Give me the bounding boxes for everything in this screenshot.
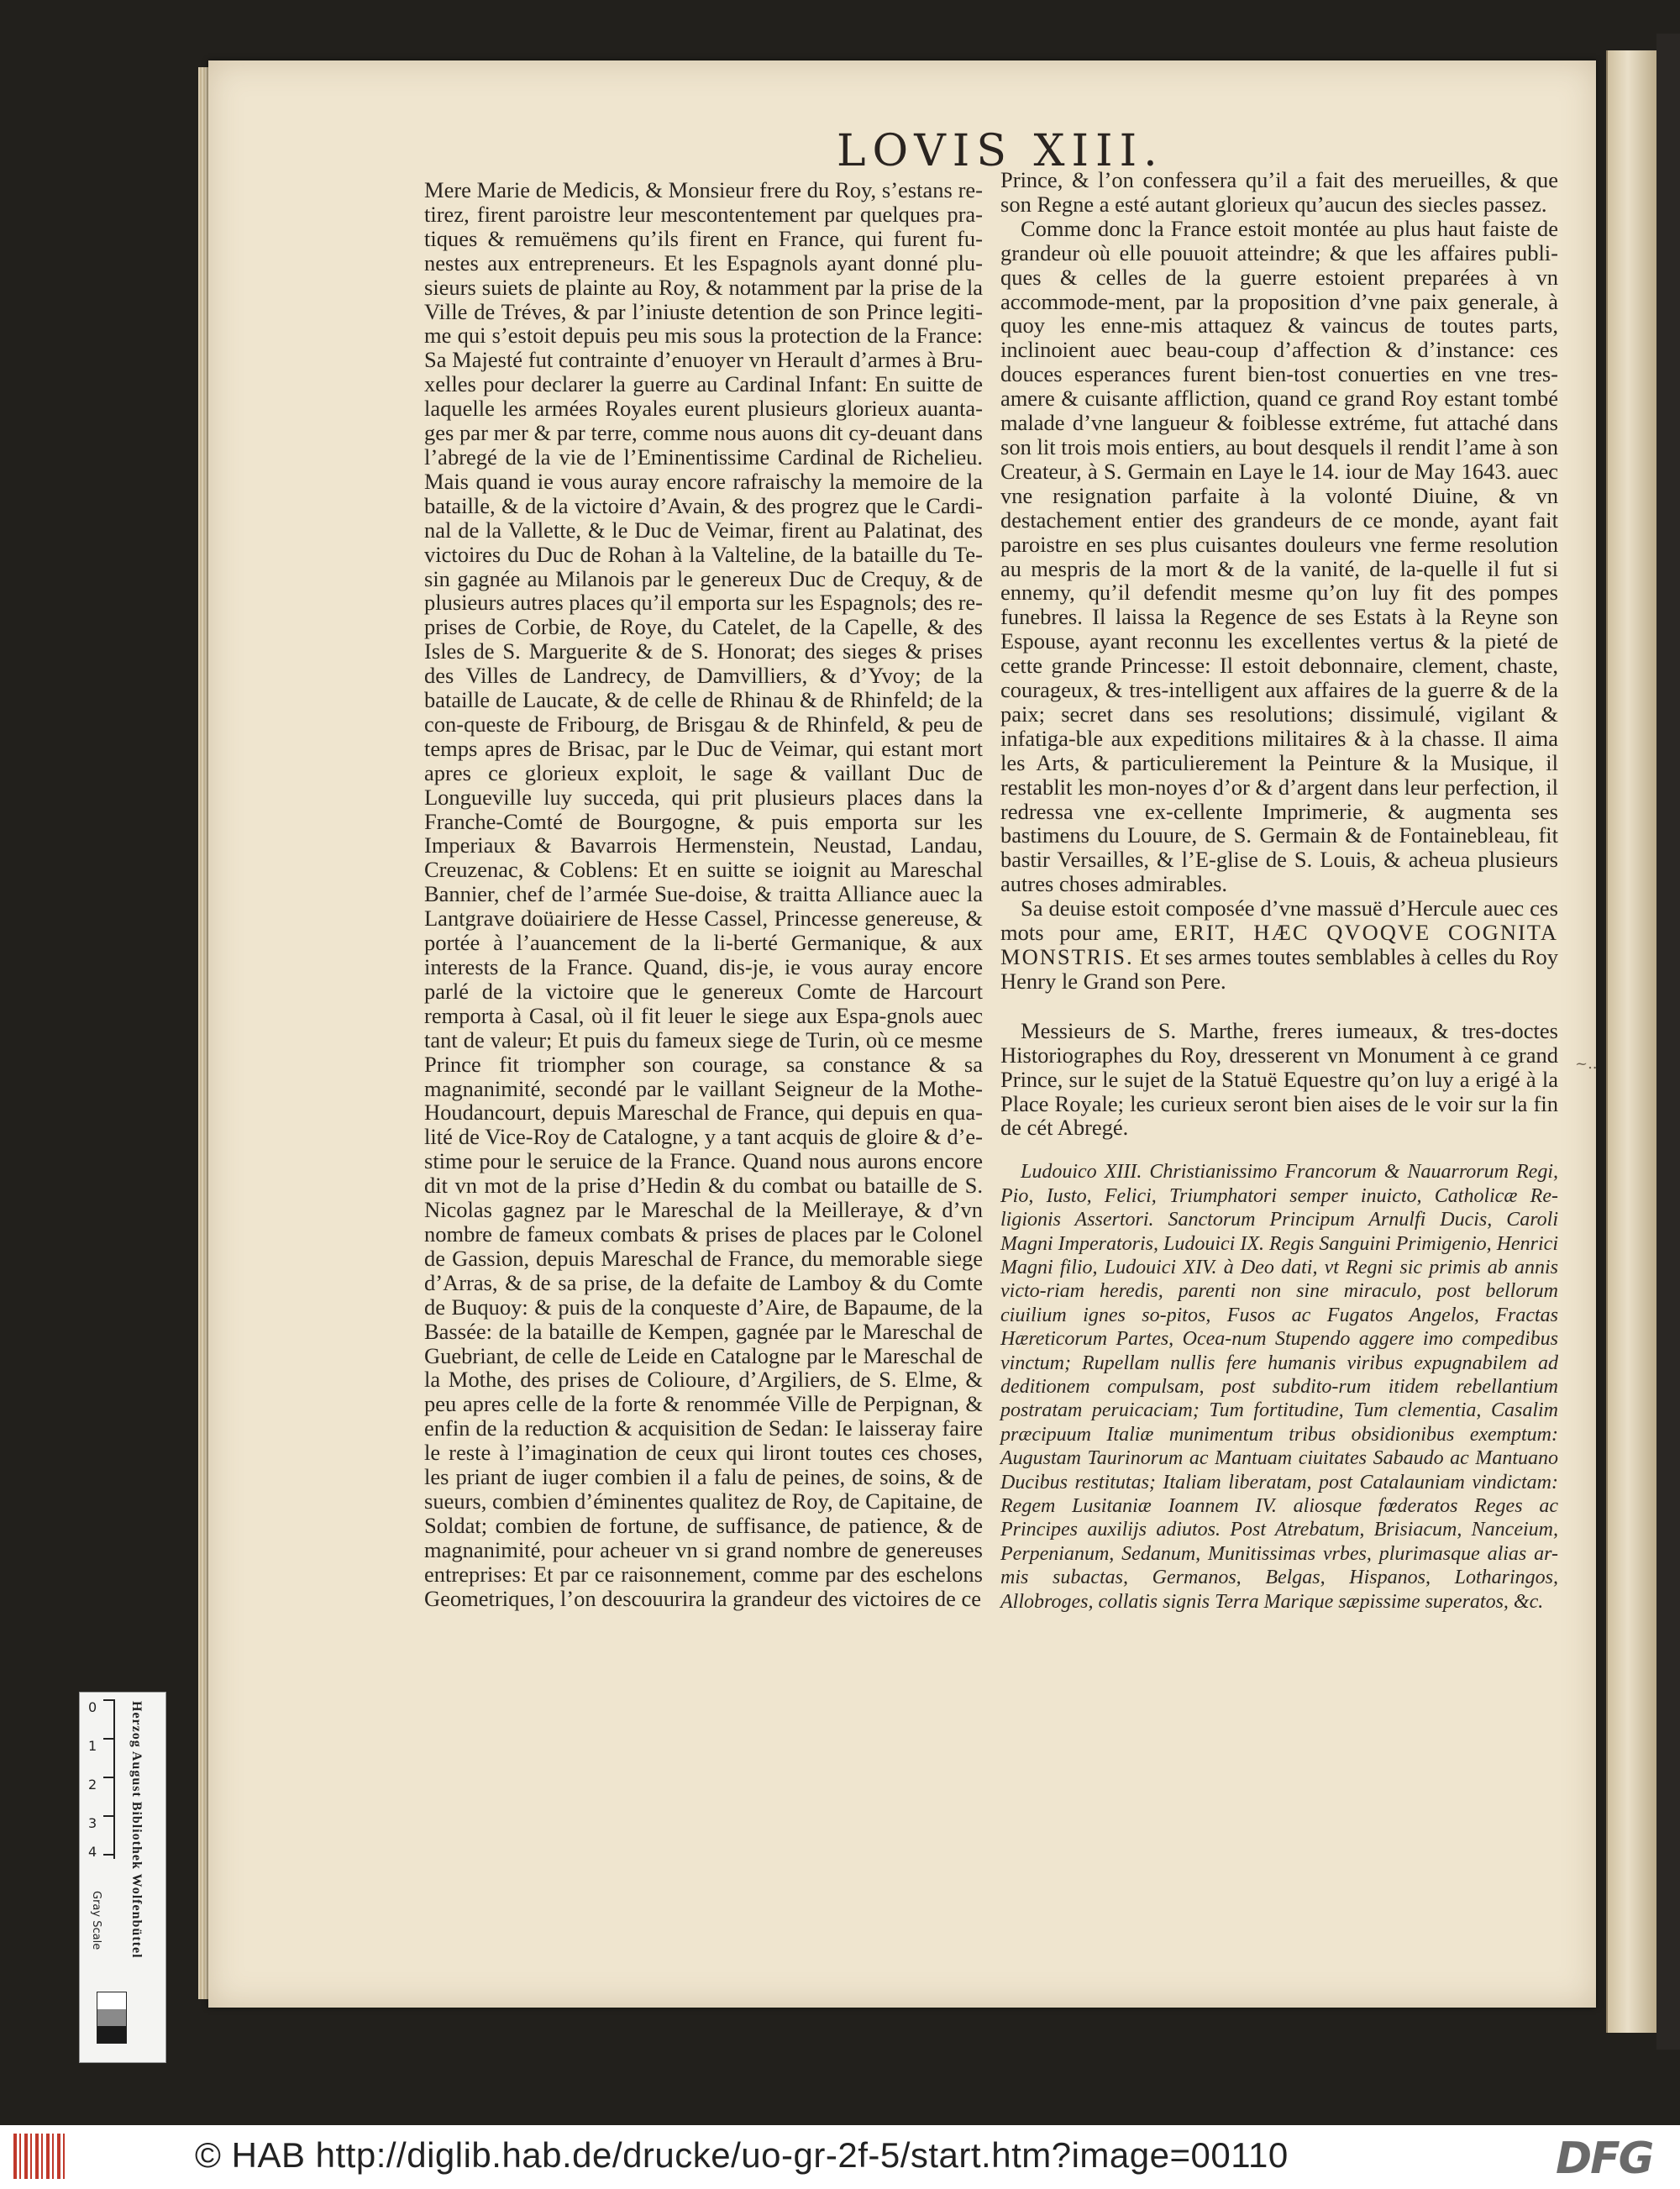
- ruler-number: 3: [88, 1815, 97, 1831]
- right-paragraph-1: Prince, & l’on confessera qu’il a fait des merueilles, & que son Regne a esté autant glorieux qu’aucun des siecles passez.: [1000, 167, 1558, 217]
- margin-mark: ~..: [1575, 1055, 1598, 1073]
- ruler-number: 1: [88, 1738, 97, 1754]
- gray-swatch: [97, 1992, 126, 2009]
- device-motto: ERIT, HÆC QVOQVE COGNITA MONSTRIS.: [1000, 920, 1558, 969]
- gray-scale-label: Gray Scale: [90, 1891, 102, 1950]
- right-paragraph-2: Comme donc la France estoit montée au plus haut faiste de grandeur où elle pouuoit atteindre; & que les affaires publi-ques & celles de la guerre estoient preparées à vn accommode-ment, par la proposition d’vne paix generale, à quoy les enne-mis attaquez & vaincus de toutes parts, inclinoient auec beau-coup d’affection & d’instance: ces douces esperances furent bien-tost conuerties en vne tres-amere & cuisante affliction, quand ce grand Roy estant tombé malade d’vne langueur & foiblesse extréme, fut attaché dans son lit trois mois entiers, au bout desquels il rendit l’ame à son Createur, à S. Germain en Laye le 14. iour de May 1643. auec vne resignation parfaite à la volonté Diuine, & vn destachement entier des grandeurs de ce monde, ayant fait paroistre en ses plus cuisantes douleurs vne ferme resolution au mespris de la mort & de la vanité, de la-quelle il fut si ennemy, qu’il defendit mesme qu’on luy fit des pompes funebres. Il laissa la Regence de ses Estats à la Reyne son Espouse, ayant reconnu les excellentes vertus & la pieté de cette grande Princesse: Il estoit debonnaire, clement, chaste, courageux, & tres-intelligent aux affaires de la guerre & de la paix; secret dans ses resolutions; dissimulé, vigilant & infatiga-ble aux expeditions militaires & à la chasse. Il aima les Arts, & particulierement la Peinture & la Musique, il restablit les mon-noyes d’or & d’argent dans leur perfection, il redressa vne ex-cellente Imprimerie, & augmenta ses bastimens du Louure, de S. Germain & de Fontainebleau, fit bastir Versailles, & l’E-glise de S. Louis, & acheua plusieurs autres choses admirables.: [1000, 215, 1558, 897]
- left-column: [424, 178, 983, 1610]
- gray-swatch: [97, 2009, 126, 2026]
- copyright-link[interactable]: © HAB http://diglib.hab.de/drucke/uo-gr-2f-5/start.htm?image=00110: [195, 2135, 1289, 2175]
- gray-scale-swatches: [97, 1992, 127, 2044]
- latin-inscription: Ludouico XIII. Christianissimo Francorum & Nauarrorum Regi, Pio, Iusto, Felici, Triumphatori semper inuicto, Catholicæ Re-ligionis Assertori. Sanctorum Principum Arnulfi Ducis, Caroli Magni Imperatoris, Ludouici IX. Regis Sanguini Primigenio, Henrici Magni filio, Ludouici XIV. à Deo dati, vt Regni sic primis ab annis victo-riam heredis, parenti non sine miraculo, post bellorum ciuilium ignes so-pitos, Fusos ac Fugatos Angelos, Fractas Hæreticorum Partes, Ocea-num Stupendo aggere imo compedibus vinctum; Rupellam nullis fere humanis viribus expugnabilem ad deditionem compulsam, post subdito-rum itidem rebellantium postratam peruicaciam; Tum fortitudine, Tum clementia, Casalim præcipuum Italiæ munimentum tribus obsidionibus exemptum: Augustam Taurinorum ac Mantuam ciuitates Sabaudo ac Mantuano Ducibus restitutas; Italiam liberatam, post Catalauniam vindictam: Regem Lusitaniæ Ioannem IV. aliosque fœderatos Reges ac Principes auxilijs adiutos. Post Atrebatum, Brisiacum, Nanceium, Perpenianum, Sedanum, Munitissimas vrbes, plurimasque alias ar-mis subactas, Germanos, Belgas, Hispanos, Lotharingos, Allobroges, collatis signis Terra Marique sæpissime superatos, &c.: [1000, 1161, 1558, 1613]
- device-intro: Sa deuise estoit composée d’vne massuë d’Hercule auec ces mots pour ame,: [1000, 895, 1558, 946]
- facing-page-edge: [1606, 50, 1658, 2033]
- dfg-logo: DFG: [1556, 2134, 1653, 2184]
- gray-swatch: [97, 2026, 126, 2043]
- left-paragraph: Mere Marie de Medicis, & Monsieur frere du Roy, s’estans re-tirez, firent paroistre leur mescontentement par quelques pra-tiques & remuëmens qu’ils firent en France, qui furent fu-nestes aux entrepreneurs. Et les Espagnols ayant donné plu-sieurs suiets de plainte au Roy, & notamment par la prise de la Ville de Tréves, & par l’iniuste detention de son Prince legiti-me qui s’estoit depuis peu mis sous la protection de la France: Sa Majesté fut contrainte d’enuoyer vn Herault d’armes à Bru-xelles pour declarer la guerre au Cardinal Infant: En suitte de laquelle les armées Royales eurent plusieurs glorieux auanta-ges par mer & par terre, comme nous auons dit cy-deuant dans l’abregé de la vie de l’Eminentissime Cardinal de Richelieu. Mais quand ie vous auray encore rafraischy la memoire de la bataille, & de la victoire d’Avain, & des progrez que le Cardi-nal de la Vallette, & le Duc de Veimar, firent au Palatinat, des victoires du Duc de Rohan à la Valteline, de la bataille du Te-sin gagnée au Milanois par le genereux Duc de Crequy, & de plusieurs autres places qu’il emporta sur les Espagnols; des re-prises de Corbie, de Roye, du Catelet, de la Capelle, & des Isles de S. Marguerite & de S. Honorat; des sieges & prises des Villes de Landrecy, de Damvilliers, & d’Yvoy; de la bataille de Laucate, & de celle de Rhinau & de Rhinfeld; de la con-queste de Fribourg, de Brisgau & de Rhinfeld, & peu de temps apres de Brisac, par le Duc de Veimar, qui estant mort apres ce glorieux exploit, le sage & vaillant Duc de Longueville luy succeda, qui prit plusieurs places dans la Franche-Comté de Bourgogne, & puis emporta sur les Imperiaux & Bavarrois Hermenstein, Neustad, Landau, Creuzenac, & Coblens: Et en suitte se ioignit au Mareschal Bannier, chef de l’armée Sue-doise, & traitta Alliance auec la Lantgrave doüairiere de Hesse Cassel, Princesse genereuse, & portée à l’auancement de la li-berté Germanique, & aux interests de la France. Quand, dis-je, ie vous auray encore parlé de la victoire que le genereux Comte de Harcourt remporta à Casal, où il fit leuer le siege aux Espa-gnols auec tant de valeur; Et puis du fameux siege de Turin, où ce mesme Prince fit triompher son courage, sa constance & sa magnanimité, secondé par le vaillant Seigneur de la Mothe-Houdancourt, depuis Mareschal de France, qui depuis en qua-lité de Vice-Roy de Catalogne, y a tant acquis de gloire & d’e-stime pour le seruice de la France. Quand nous aurons encore dit vn mot de la prise d’Hedin & du combat ou bataille de S. Nicolas gagnez par le Mareschal de la Meilleraye, & d’vn nombre de fameux combats & prises de places par le Colonel de Gassion, depuis Mareschal de France, du memorable siege d’Arras, & de sa prise, de la defaite de Lamboy & du Comte de Buquoy: & puis de la conqueste d’Aire, de Bapaume, de la Bassée: de la bataille de Kempen, gagnée par le Mareschal de Guebriant, de celle de Leide en Catalogne par le Mareschal de la Mothe, des prises de Colioure, d’Argiliers, de S. Elme, & peu apres celle de la forte & renommée Ville de Perpignan, & enfin de la reduction & acquisition de Sedan: Ie laisseray faire le reste à l’imagination de ceux qui liront toutes ces choses, les priant de iuger combien il a falu de peines, de soins, & de sueurs, combien d’éminentes qualitez de Roy, de Capitaine, de Soldat; combien de fortune, de suffisance, de patience, & de magnanimité, pour acheuer vn si grand nombre de genereuses entreprises: Et par ce raisonnement, comme par des eschelons Geometriques, l’on descouurira la grandeur des victoires de ce: [424, 177, 983, 1611]
- ruler-number: 4: [88, 1844, 97, 1860]
- book-edge: [1656, 34, 1680, 2050]
- ruler-number: 2: [88, 1777, 97, 1793]
- right-paragraph-4: Messieurs de S. Marthe, freres iumeaux, & tres-doctes Historiographes du Roy, dresserent vn Monument à ce grand Prince, sur le sujet de la Statuë Equestre qu’on luy a erigé à la Place Royale; les curieux seront bien aises de le voir sur la fin de cét Abregé.: [1000, 1017, 1558, 1141]
- ruler-number: 0: [88, 1699, 97, 1715]
- right-column: [1000, 168, 1558, 1614]
- hab-logo-icon: [13, 2134, 67, 2179]
- ruler: [87, 1699, 115, 1859]
- running-head: LOVIS XIII.: [837, 126, 1164, 176]
- right-paragraph-3: [1000, 896, 1558, 994]
- color-target-card: [79, 1692, 166, 2063]
- device-outro: Et ses armes toutes semblables à celles du Roy Henry le Grand son Pere.: [1000, 944, 1559, 994]
- footer-bar: [0, 2125, 1680, 2189]
- library-label: Herzog August Bibliothek Wolfenbüttel: [129, 1701, 144, 1959]
